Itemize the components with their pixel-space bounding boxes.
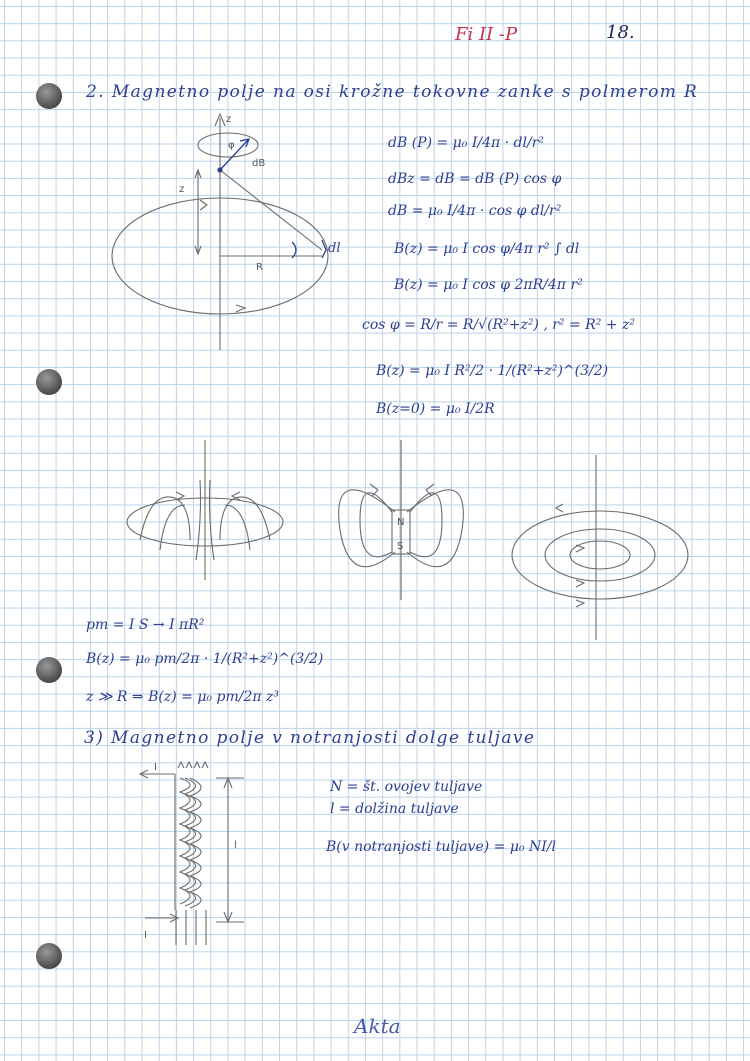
section-3-title: 3) Magnetno polje v notranjosti dolge tuljave: [84, 728, 536, 748]
definition-1: N = št. ovojev tuljave: [330, 779, 483, 795]
radius-label: R: [256, 262, 263, 273]
dl-label: dl: [328, 241, 341, 256]
equation-8: B(z=0) = μ₀ I/2R: [376, 401, 495, 417]
axis-label: z: [226, 114, 232, 125]
magnet-south-label: S: [397, 541, 404, 552]
equation-6: cos φ = R/r = R/√(R²+z²) , r² = R² + z²: [362, 317, 635, 333]
current-label-top: I: [154, 762, 157, 773]
equation-2: dBz = dB = dB (P) cos φ: [388, 171, 562, 187]
length-label: l: [234, 840, 237, 851]
dB-label: dB: [252, 158, 266, 169]
current-label-bottom: I: [144, 930, 147, 941]
page-number: 18.: [606, 22, 635, 43]
height-label: z: [179, 184, 185, 195]
definition-2: l = dolžina tuljave: [330, 801, 459, 817]
angle-label: φ: [228, 140, 235, 151]
course-label: Fi II -P: [455, 24, 518, 45]
brand-logo: Akta: [354, 1014, 401, 1038]
equation-4: B(z) = μ₀ I cos φ/4π r² ∫ dl: [394, 241, 580, 257]
dipole-equation-3: z ≫ R ⇒ B(z) = μ₀ pm/2π z³: [86, 689, 279, 705]
equation-5: B(z) = μ₀ I cos φ 2πR/4π r²: [394, 277, 583, 293]
definition-3: B(v notranjosti tuljave) = μ₀ NI/l: [326, 839, 556, 855]
dipole-equation-2: B(z) = μ₀ pm/2π · 1/(R²+z²)^(3/2): [86, 651, 324, 667]
magnet-north-label: N: [397, 517, 405, 528]
equation-7: B(z) = μ₀ I R²/2 · 1/(R²+z²)^(3/2): [376, 363, 609, 379]
equation-1: dB (P) = μ₀ I/4π · dl/r²: [388, 135, 545, 151]
section-2-title: 2. Magnetno polje na osi krožne tokovne zanke s polmerom R: [86, 82, 699, 102]
equation-3: dB = μ₀ I/4π · cos φ dl/r²: [388, 203, 562, 219]
dipole-equation-1: pm = I S → I πR²: [86, 617, 205, 633]
